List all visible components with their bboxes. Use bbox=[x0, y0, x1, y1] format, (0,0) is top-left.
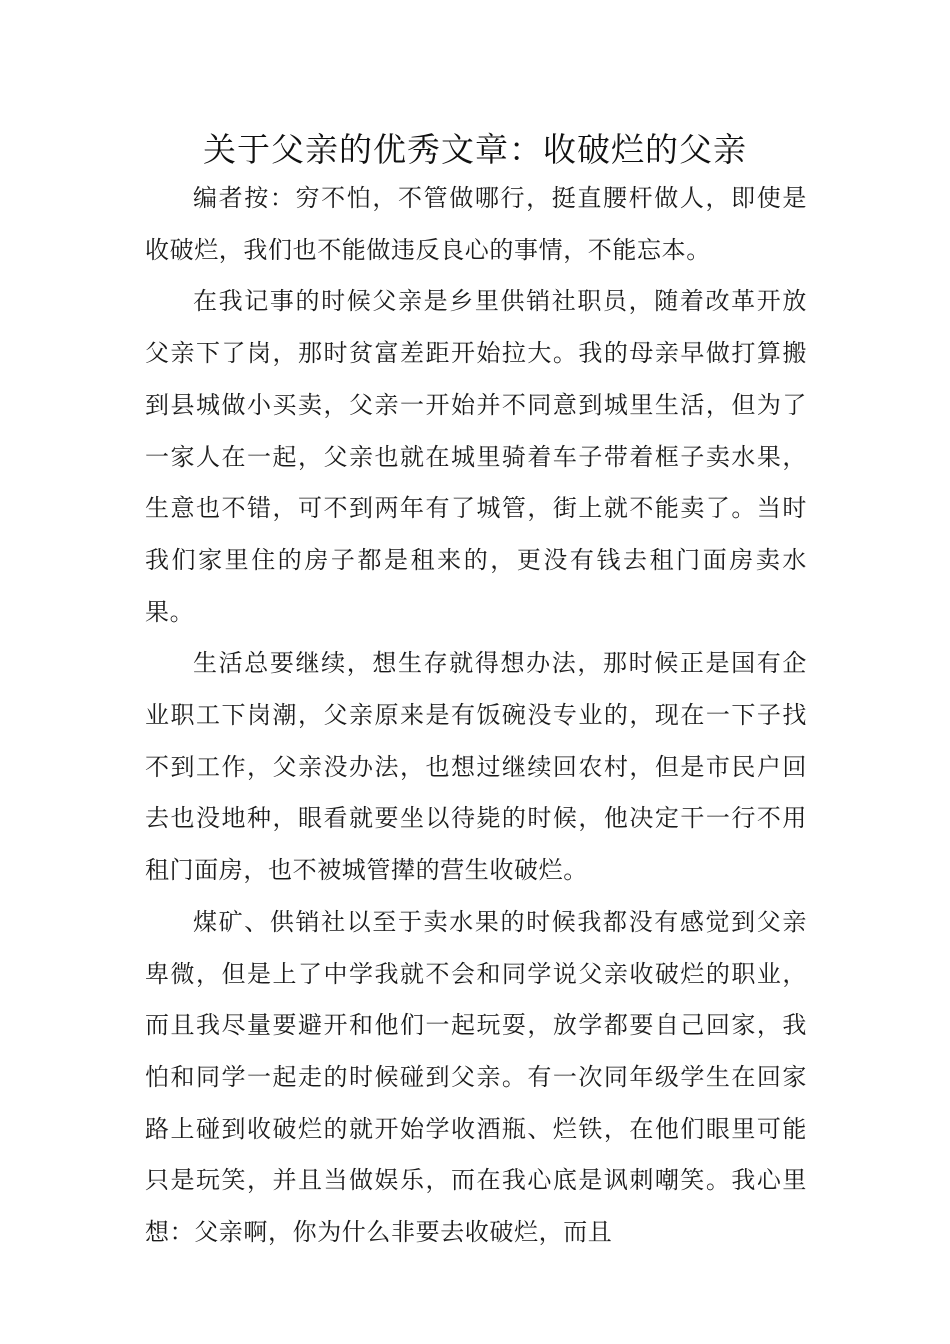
paragraph-editor-note: 编者按：穷不怕，不管做哪行，挺直腰杆做人，即使是收破烂，我们也不能做违反良心的事情，不能忘本。 bbox=[145, 184, 807, 264]
document-title: 关于父亲的优秀文章：收破烂的父亲 bbox=[203, 130, 747, 169]
paragraph: 煤矿、供销社以至于卖水果的时候我都没有感觉到父亲卑微，但是上了中学我就不会和同学说父亲收破烂的职业，而且我尽量要避开和他们一起玩耍，放学都要自己回家，我怕和同学一起走的时候碰到父亲。有一次同年级学生在回家路上碰到收破烂的就开始学收酒瓶、烂铁，在他们眼里可能只是玩笑，并且当做娱乐，而在我心底是讽刺嘲笑。我心里想：父亲啊，你为什么非要去收破烂，而且 bbox=[145, 907, 807, 1247]
paragraph: 在我记事的时候父亲是乡里供销社职员，随着改革开放父亲下了岗，那时贫富差距开始拉大。我的母亲早做打算搬到县城做小买卖，父亲一开始并不同意到城里生活，但为了一家人在一起，父亲也就在城里骑着车子带着框子卖水果，生意也不错，可不到两年有了城管，街上就不能卖了。当时我们家里住的房子都是租来的，更没有钱去租门面房卖水果。 bbox=[145, 287, 807, 626]
document-body bbox=[145, 173, 807, 1259]
paragraph: 生活总要继续，想生存就得想办法，那时候正是国有企业职工下岗潮，父亲原来是有饭碗没专业的，现在一下子找不到工作，父亲没办法，也想过继续回农村，但是市民户回去也没地种，眼看就要坐以待毙的时候，他决定干一行不用租门面房，也不被城管撵的营生收破烂。 bbox=[145, 649, 807, 885]
